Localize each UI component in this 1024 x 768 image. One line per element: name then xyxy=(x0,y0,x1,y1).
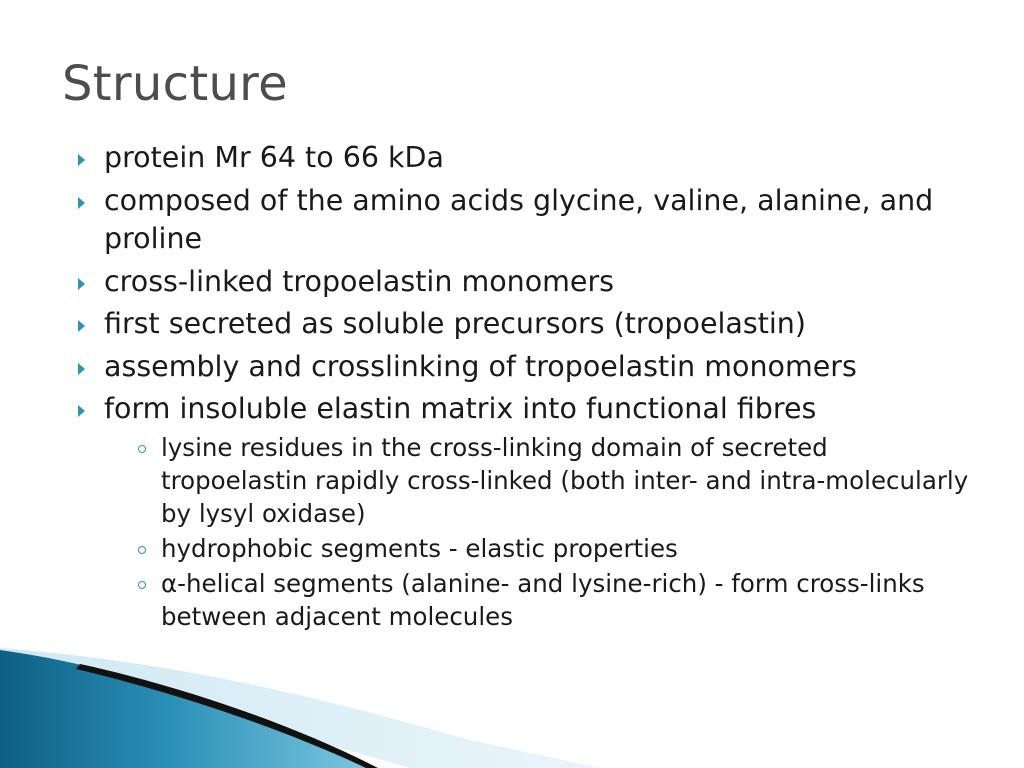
bullet-text: cross-linked tropoelastin monomers xyxy=(104,264,615,298)
triangle-bullet-icon xyxy=(78,278,85,290)
bullet-item xyxy=(74,182,974,259)
bullet-item xyxy=(74,263,974,302)
bullet-item xyxy=(74,139,974,178)
sub-bullet-item xyxy=(132,567,974,633)
circle-bullet-icon xyxy=(138,445,146,453)
bullet-item xyxy=(74,305,974,344)
sub-bullet-list xyxy=(104,431,974,633)
sub-bullet-item xyxy=(132,431,974,530)
bullet-text: first secreted as soluble precursors (tropoelastin) xyxy=(104,307,806,340)
bullet-list xyxy=(74,139,974,637)
bullet-text: form insoluble elastin matrix into functional fibres xyxy=(104,392,817,425)
sub-bullet-item xyxy=(132,532,974,565)
triangle-bullet-icon xyxy=(78,405,85,417)
triangle-bullet-icon xyxy=(78,363,85,375)
bullet-item xyxy=(74,348,974,387)
circle-bullet-icon xyxy=(138,546,146,554)
sub-bullet-text: α-helical segments (alanine- and lysine-rich) - form cross-links between adjacent molecules xyxy=(161,568,925,631)
sub-bullet-text: hydrophobic segments - elastic properties xyxy=(161,533,678,563)
bullet-text: composed of the amino acids glycine, valine, alanine, and proline xyxy=(104,183,934,255)
triangle-bullet-icon xyxy=(78,197,85,209)
slide-title: Structure xyxy=(62,56,288,112)
bullet-text: assembly and crosslinking of tropoelastin monomers xyxy=(104,349,857,383)
circle-bullet-icon xyxy=(138,581,146,589)
bullet-item xyxy=(74,390,974,633)
triangle-bullet-icon xyxy=(78,320,85,332)
sub-bullet-text: lysine residues in the cross-linking domain of secreted tropoelastin rapidly cross-linked (both inter- and intra-molecularly by lysyl oxidase) xyxy=(161,432,969,528)
triangle-bullet-icon xyxy=(78,154,85,166)
bullet-text: protein Mr 64 to 66 kDa xyxy=(104,141,444,174)
